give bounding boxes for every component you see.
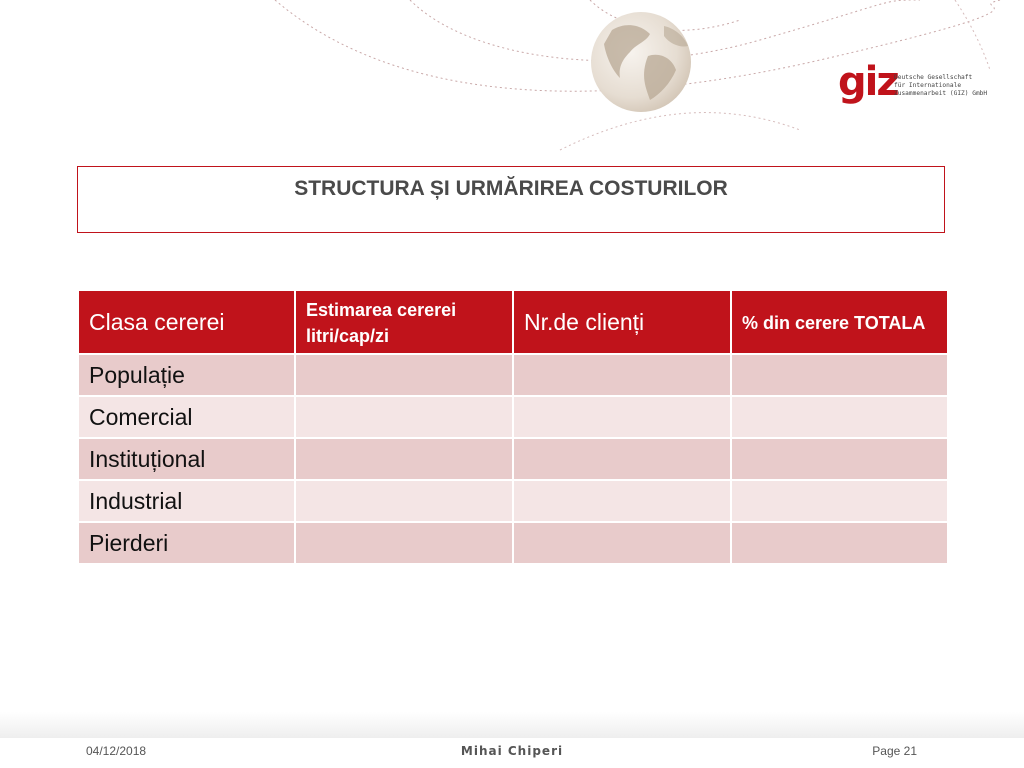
table-cell xyxy=(295,438,513,480)
table-cell-class: Pierderi xyxy=(78,522,295,564)
table-cell xyxy=(513,522,731,564)
footer-page-number: Page 21 xyxy=(872,744,917,758)
title-box xyxy=(77,166,945,233)
footer-date: 04/12/2018 xyxy=(86,744,147,758)
table-cell-class: Instituțional xyxy=(78,438,295,480)
table-cell xyxy=(295,354,513,396)
table-cell xyxy=(731,480,948,522)
footer-band xyxy=(0,712,1024,738)
table-cell xyxy=(513,438,731,480)
giz-logo-line: Zusammenarbeit (GIZ) GmbH xyxy=(894,90,988,97)
table-header-row xyxy=(78,290,948,354)
table-cell xyxy=(731,354,948,396)
table-row xyxy=(78,438,948,480)
table-row xyxy=(78,354,948,396)
table-row xyxy=(78,396,948,438)
header-client-count: Nr.de clienți xyxy=(513,290,731,354)
dotted-arc xyxy=(560,113,800,150)
table-cell xyxy=(295,480,513,522)
table-cell-class: Populație xyxy=(78,354,295,396)
giz-logo-mark: giz xyxy=(838,59,898,105)
table-cell xyxy=(731,396,948,438)
giz-logo-text xyxy=(894,74,987,98)
table-cell xyxy=(295,396,513,438)
globe-icon xyxy=(591,12,691,112)
table-cell xyxy=(513,354,731,396)
table-cell xyxy=(731,522,948,564)
table-row xyxy=(78,480,948,522)
giz-logo-line: für Internationale xyxy=(894,82,962,89)
table-row xyxy=(78,522,948,564)
table-cell-class: Industrial xyxy=(78,480,295,522)
header-demand-estimate: Estimarea cererei litri/cap/zi xyxy=(295,290,513,354)
slide-title: STRUCTURA ȘI URMĂRIREA COSTURILOR xyxy=(294,177,728,200)
giz-logo-line: Deutsche Gesellschaft xyxy=(894,74,973,81)
table-cell-class: Comercial xyxy=(78,396,295,438)
header-demand-class: Clasa cererei xyxy=(78,290,295,354)
header-total-percent: % din cerere TOTALA xyxy=(731,290,948,354)
table-cell xyxy=(731,438,948,480)
demand-table xyxy=(77,289,949,565)
giz-logo xyxy=(838,59,998,110)
table-cell xyxy=(513,396,731,438)
table-cell xyxy=(295,522,513,564)
table-cell xyxy=(513,480,731,522)
footer-author: Mihai Chiperi xyxy=(460,744,564,758)
dotted-arc xyxy=(955,0,990,70)
